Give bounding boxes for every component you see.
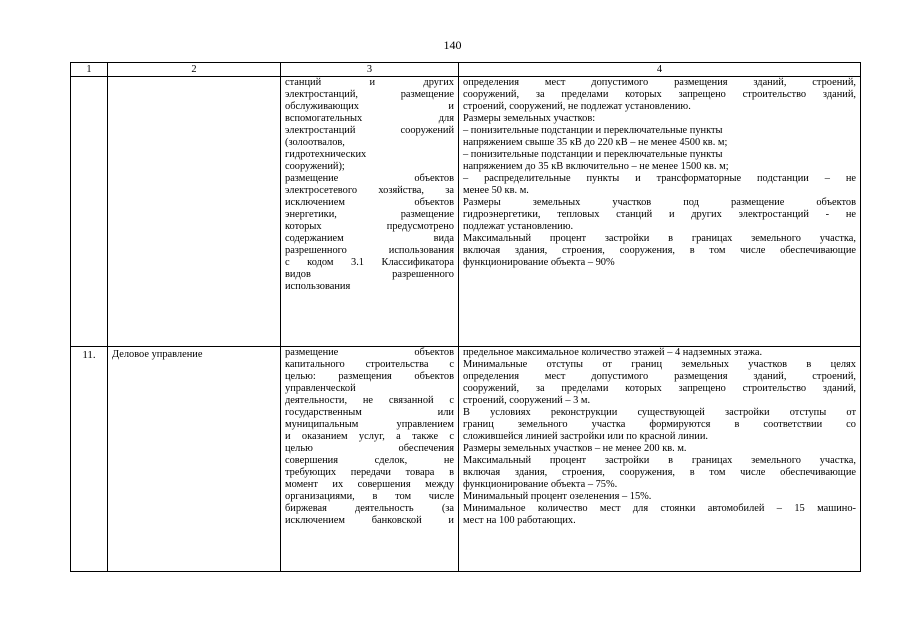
parameter-line: Минимальное количество мест для стоянки автомобилей – 15 машино- <box>463 503 856 514</box>
description-line: организациями, в том числе <box>285 491 454 502</box>
description-line: вспомогательных для <box>285 113 454 124</box>
description-line: электростанций сооружений <box>285 125 454 136</box>
description-line: использования <box>285 281 351 292</box>
parameter-line: напряжением свыше 35 кВ до 220 кВ – не менее 4500 кв. м; <box>463 137 728 148</box>
header-cell-1: 1 <box>71 63 108 77</box>
parameter-line: мест на 100 работающих. <box>463 515 576 526</box>
parameters-cell <box>459 77 861 347</box>
parameter-line: Размеры земельных участков: <box>463 113 596 124</box>
parameter-line: определения мест допустимого размещения зданий, строений, <box>463 371 856 382</box>
description-line: биржевая деятельность (за <box>285 503 454 514</box>
description-line: управленческой <box>285 383 356 394</box>
parameter-line: – понизительные подстанции и переключательные пункты <box>463 125 723 136</box>
description-line: момент их совершения между <box>285 479 454 490</box>
parameter-line: предельное максимальное количество этажей – 4 надземных этажа. <box>463 347 763 358</box>
parameter-line: Минимальный процент озеленения – 15%. <box>463 491 652 502</box>
description-line: содержанием вида <box>285 233 454 244</box>
parameter-line: подлежат установлению. <box>463 221 574 232</box>
parameters-cell <box>459 347 861 572</box>
description-line: сооружений); <box>285 161 345 172</box>
parameter-line: – понизительные подстанции и переключательные пункты <box>463 149 723 160</box>
use-description-cell <box>281 347 459 572</box>
parameter-line: Максимальный процент застройки в границах земельного участка, <box>463 233 856 244</box>
parameter-line: Минимальные отступы от границ земельных участков в целях <box>463 359 856 370</box>
parameter-line: сложившейся линией застройки или по красной линии. <box>463 431 708 442</box>
table-header-row <box>71 63 861 77</box>
parameter-line: Максимальный процент застройки в границах земельного участка, <box>463 455 856 466</box>
parameter-line: Размеры земельных участков – не менее 200 кв. м. <box>463 443 687 454</box>
parameter-line: строений, сооружений – 3 м. <box>463 395 591 406</box>
description-line: исключением объектов <box>285 197 454 208</box>
description-line: размещение объектов <box>285 347 454 358</box>
parameter-line: менее 50 кв. м. <box>463 185 529 196</box>
description-line: которых предусмотрено <box>285 221 454 232</box>
description-line: целью обеспечения <box>285 443 454 454</box>
parameter-line: – распределительные пункты и трансформаторные подстанции – не <box>463 173 856 184</box>
description-line: электростанций, размещение <box>285 89 454 100</box>
parameter-line: определения мест допустимого размещения зданий, строений, <box>463 77 856 88</box>
parameter-line: функционирование объекта – 75%. <box>463 479 618 490</box>
parameter-line: напряжением до 35 кВ включительно – не менее 1500 кв. м; <box>463 161 729 172</box>
parameter-line: Размеры земельных участков под размещение объектов <box>463 197 856 208</box>
header-cell-4: 4 <box>459 63 861 77</box>
description-line: (золоотвалов, <box>285 137 345 148</box>
description-line: гидротехнических <box>285 149 367 160</box>
parameter-line: В условиях реконструкции существующей застройки отступы от <box>463 407 856 418</box>
use-name <box>112 77 276 79</box>
use-name-cell <box>108 77 281 347</box>
row-number-cell <box>71 347 108 572</box>
description-line: обслуживающих и <box>285 101 454 112</box>
parameter-line: включая здания, строения, сооружения, в том числе обеспечивающие <box>463 467 856 478</box>
parameter-line: гидроэнергетики, тепловых станций и других электростанций - не <box>463 209 856 220</box>
table-row <box>71 77 861 347</box>
description-line: видов разрешенного <box>285 269 454 280</box>
use-description-cell <box>281 77 459 347</box>
description-line: с кодом 3.1 Классификатора <box>285 257 454 268</box>
parameter-line: сооружений, за пределами которых запрещено строительство зданий, <box>463 383 856 394</box>
description-line: энергетики, размещение <box>285 209 454 220</box>
parameter-line: функционирование объекта – 90% <box>463 257 615 268</box>
use-name: Деловое управление <box>112 349 203 360</box>
page-number: 140 <box>443 38 462 52</box>
description-line: и оказанием услуг, а также с <box>285 431 454 442</box>
table-row <box>71 347 861 572</box>
description-line: разрешенного использования <box>285 245 454 256</box>
row-number-cell <box>71 77 108 347</box>
description-line: целью: размещения объектов <box>285 371 454 382</box>
row-number <box>75 77 103 79</box>
description-line: электросетевого хозяйства, за <box>285 185 454 196</box>
description-line: государственным или <box>285 407 454 418</box>
description-line: исключением банковской и <box>285 515 454 526</box>
parameter-line: включая здания, строения, сооружения, в том числе обеспечивающие <box>463 245 856 256</box>
description-line: совершения сделок, не <box>285 455 454 466</box>
parameter-line: строений, сооружений, не подлежат установлению. <box>463 101 691 112</box>
description-line: капитального строительства с <box>285 359 454 370</box>
parameter-line: границ земельного участка формируются в соответствии со <box>463 419 856 430</box>
parameter-line: сооружений, за пределами которых запрещено строительство зданий, <box>463 89 856 100</box>
description-line: муниципальным управлением <box>285 419 454 430</box>
description-line: размещение объектов <box>285 173 454 184</box>
row-number: 11. <box>82 349 96 361</box>
description-line: станций и других <box>285 77 454 88</box>
use-name-cell <box>108 347 281 572</box>
zoning-table <box>70 62 861 572</box>
header-cell-3: 3 <box>281 63 459 77</box>
header-cell-2: 2 <box>108 63 281 77</box>
description-line: деятельности, не связанной с <box>285 395 454 406</box>
description-line: требующих передачи товара в <box>285 467 454 478</box>
